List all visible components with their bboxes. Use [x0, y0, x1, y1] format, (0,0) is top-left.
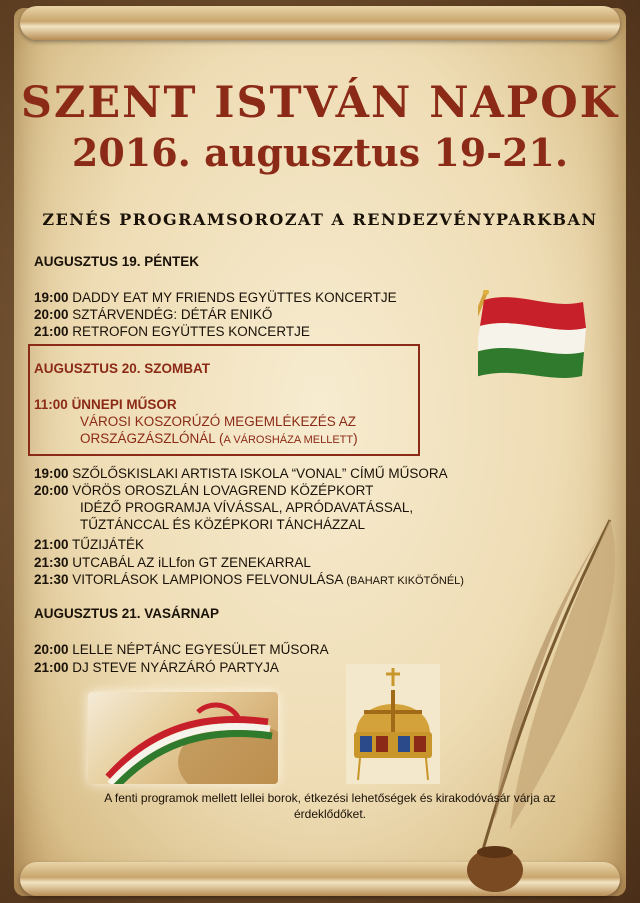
- footer-note: A fenti programok mellett lellei borok, étkezési lehetőségek és kirakodóvásár várja az érdeklődőket.: [104, 791, 556, 821]
- list-item: IDÉZŐ PROGRAMJA VÍVÁSSAL, APRÓDAVATÁSSAL,: [80, 500, 414, 515]
- list-item: 21:30 UTCABÁL AZ iLLfon GT ZENEKARRAL: [34, 555, 311, 570]
- holy-crown-icon: [346, 664, 440, 784]
- event-dates: 2016. augusztus 19-21.: [71, 130, 569, 175]
- subtitle: ZENÉS PROGRAMSOROZAT A RENDEZVÉNYPARKBAN: [42, 210, 598, 229]
- hungarian-flag-icon: [478, 290, 588, 380]
- list-item: TŰZTÁNCCAL ÉS KÖZÉPKORI TÁNCHÁZZAL: [80, 517, 366, 532]
- list-item: 21:30 VITORLÁSOK LAMPIONOS FELVONULÁSA (BAHART KIKÖTŐNÉL): [34, 572, 464, 587]
- list-item: 19:00 SZŐLŐSKISLAKI ARTISTA ISKOLA “VONAL” CÍMŰ MŰSORA: [34, 466, 448, 481]
- quill-pen-icon: [440, 500, 640, 900]
- day3-heading: AUGUSZTUS 21. VASÁRNAP: [34, 606, 220, 621]
- wreath-ribbon-image: [88, 692, 278, 784]
- ceremony-title: 11:00 ÜNNEPI MŰSOR: [34, 397, 177, 412]
- list-item: 20:00 VÖRÖS OROSZLÁN LOVAGREND KÖZÉPKORT: [34, 483, 374, 498]
- list-item: 19:00 DADDY EAT MY FRIENDS EGYÜTTES KONCERTJE: [34, 290, 397, 305]
- ceremony-line1: VÁROSI KOSZORÚZÓ MEGEMLÉKEZÉS AZ: [80, 414, 357, 429]
- list-item: 21:00 TŰZIJÁTÉK: [34, 537, 145, 552]
- day2-heading: AUGUSZTUS 20. SZOMBAT: [34, 361, 211, 376]
- page-title: SZENT ISTVÁN NAPOK: [20, 78, 620, 128]
- list-item: 21:00 RETROFON EGYÜTTES KONCERTJE: [34, 324, 310, 339]
- list-item: 21:00 DJ STEVE NYÁRZÁRÓ PARTYJA: [34, 660, 279, 675]
- scroll-top-roll: [20, 6, 620, 40]
- list-item: 20:00 SZTÁRVENDÉG: DÉTÁR ENIKŐ: [34, 307, 273, 322]
- day1-heading: AUGUSZTUS 19. PÉNTEK: [34, 254, 200, 269]
- ceremony-line2: ORSZÁGZÁSZLÓNÁL (A VÁROSHÁZA MELLETT): [80, 431, 358, 446]
- list-item: 20:00 LELLE NÉPTÁNC EGYESÜLET MŰSORA: [34, 642, 329, 657]
